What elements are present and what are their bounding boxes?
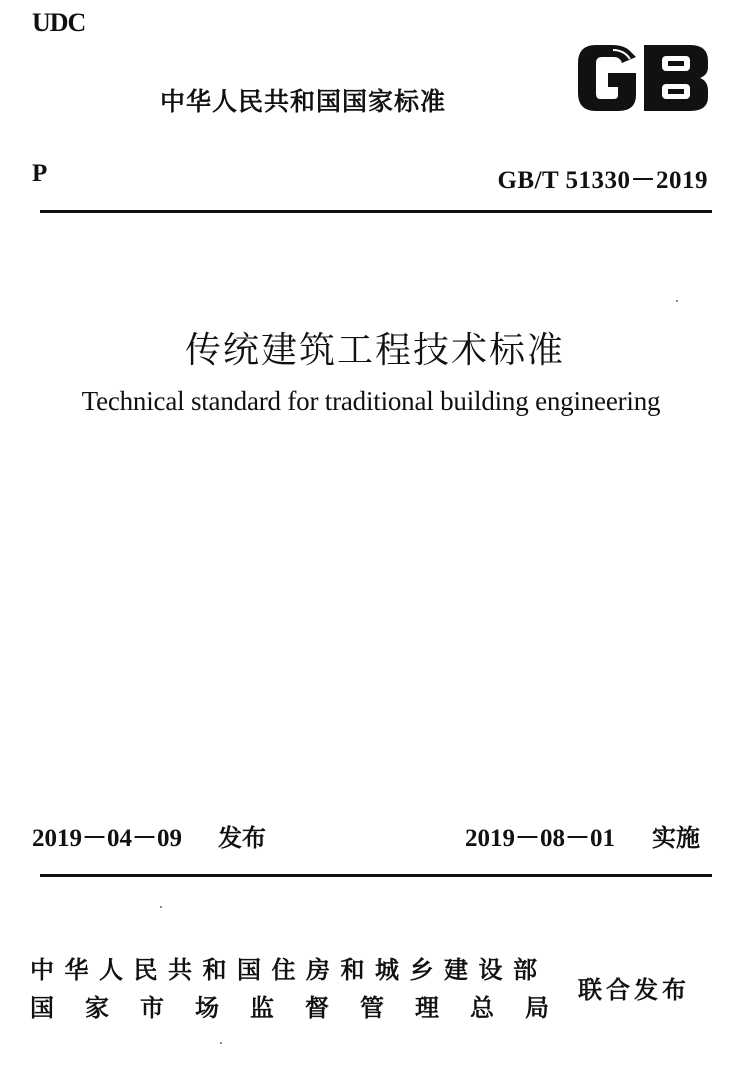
paper-speck bbox=[220, 1042, 222, 1044]
paper-speck bbox=[676, 300, 678, 302]
publisher-administration: 国家市场监督管理总局 bbox=[30, 994, 580, 1022]
joint-publish-label: 联合发布 bbox=[578, 976, 690, 1004]
paper-speck bbox=[160, 906, 162, 908]
issue-label: 发布 bbox=[218, 824, 266, 852]
bottom-divider bbox=[40, 874, 712, 877]
national-standard-heading: 中华人民共和国国家标准 bbox=[160, 87, 447, 116]
category-code: P bbox=[32, 160, 48, 187]
standard-number: GB/T 51330－2019 bbox=[497, 167, 708, 194]
issue-date: 2019－04－09 bbox=[32, 825, 183, 852]
english-title: Technical standard for traditional building engineering bbox=[81, 386, 661, 416]
gb-logo-icon bbox=[574, 43, 712, 113]
implementation-date: 2019－08－01 bbox=[465, 825, 616, 852]
top-divider bbox=[40, 210, 712, 213]
chinese-title: 传统建筑工程技术标准 bbox=[184, 330, 565, 371]
udc-label: UDC bbox=[32, 8, 86, 37]
publisher-ministry: 中华人民共和国住房和城乡建设部 bbox=[30, 956, 548, 984]
implementation-label: 实施 bbox=[652, 824, 700, 852]
